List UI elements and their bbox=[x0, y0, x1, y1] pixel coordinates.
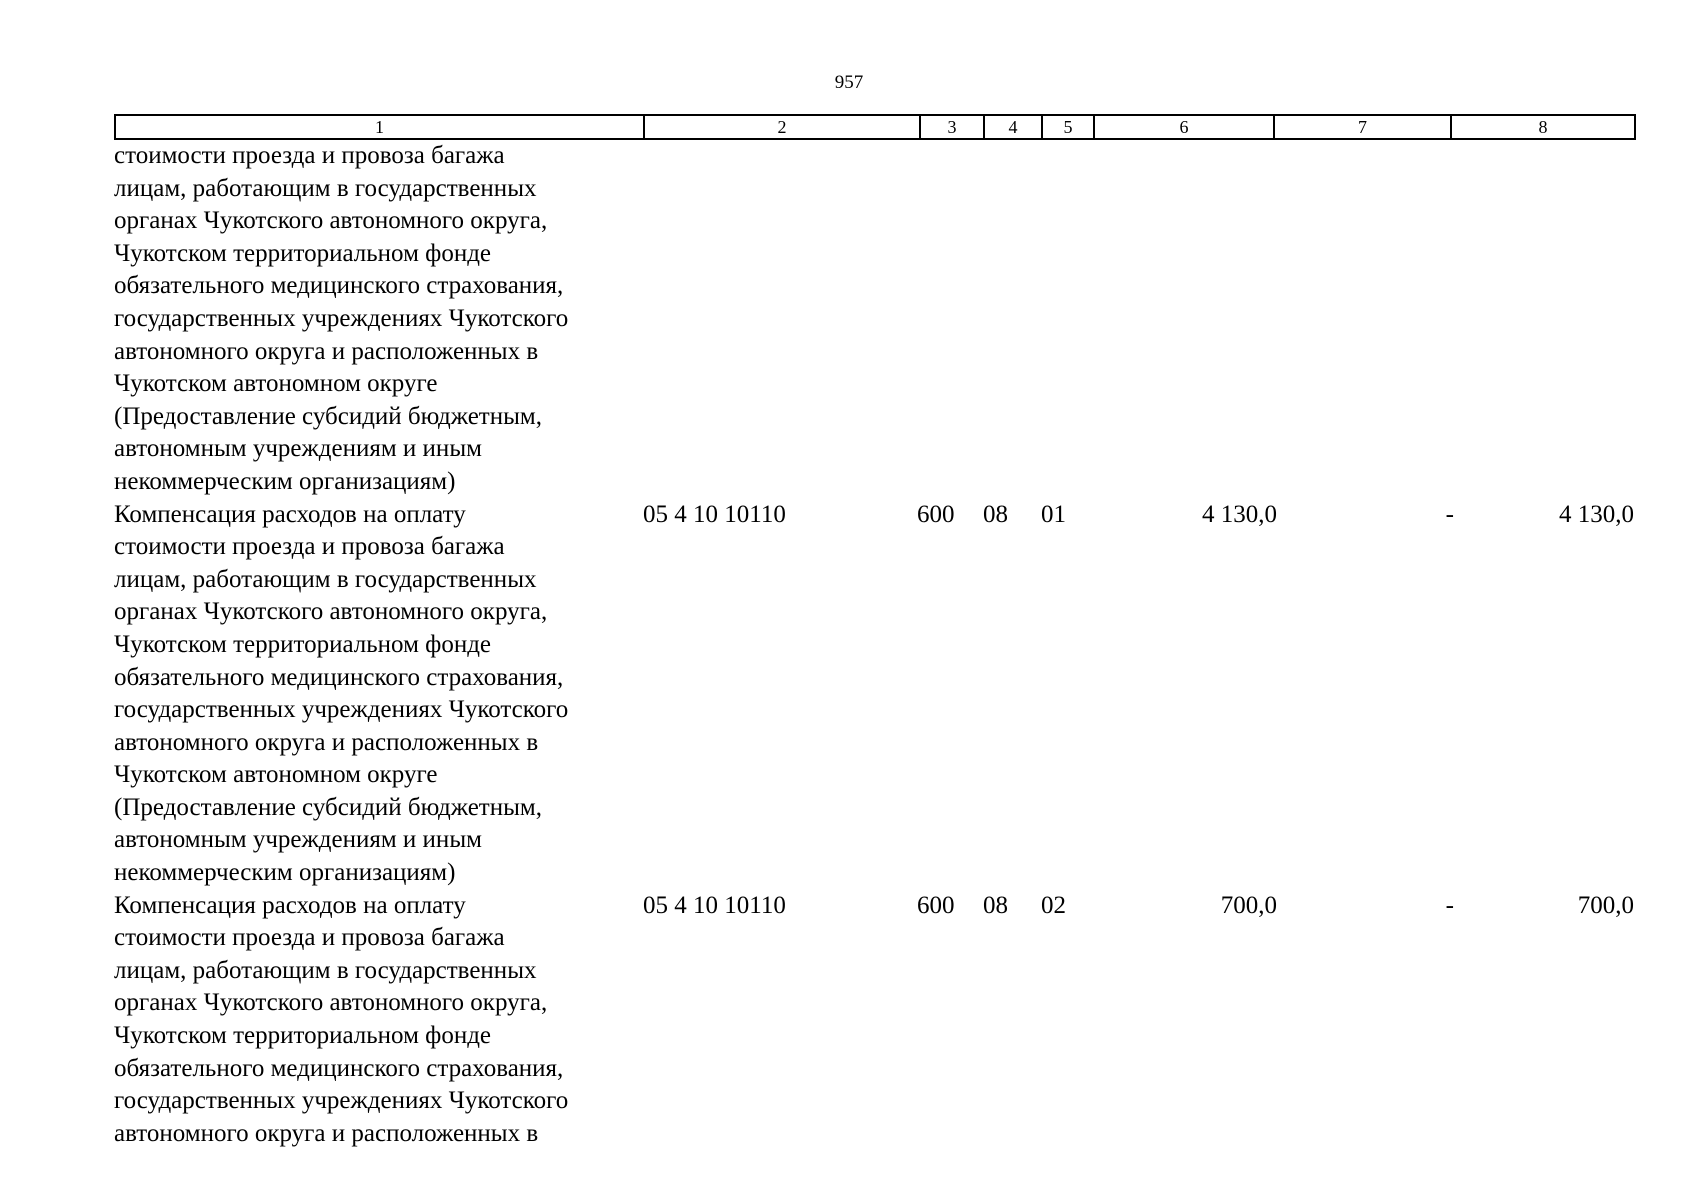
description-line: органах Чукотского автономного округа, bbox=[114, 207, 548, 235]
page-number: 957 bbox=[834, 72, 864, 93]
header-col-5: 5 bbox=[1042, 115, 1094, 139]
description-line: Компенсация расходов на оплату bbox=[114, 891, 466, 919]
header-col-2: 2 bbox=[644, 115, 920, 139]
description-line: автономного округа и расположенных в bbox=[114, 728, 539, 756]
description-line: Компенсация расходов на оплату bbox=[114, 500, 466, 528]
row-description bbox=[114, 890, 639, 1151]
table-row bbox=[114, 499, 1634, 890]
description-line: лицам, работающим в государственных bbox=[114, 565, 537, 593]
description-line: некоммерческим организациям) bbox=[114, 859, 456, 887]
description-line: лицам, работающим в государственных bbox=[114, 956, 537, 984]
header-col-8: 8 bbox=[1451, 115, 1635, 139]
amount-total: 700,0 bbox=[1220, 891, 1277, 919]
target-article-code: 05 4 10 10110 bbox=[643, 891, 786, 919]
description-line: Чукотском автономном округе bbox=[114, 761, 438, 789]
description-line: обязательного медицинского страхования, bbox=[114, 272, 564, 300]
amount-regional: 4 130,0 bbox=[1559, 500, 1634, 528]
row-description bbox=[114, 140, 639, 499]
column-number-header bbox=[114, 114, 1636, 140]
expense-type-code: 600 bbox=[917, 500, 955, 528]
table-row bbox=[114, 890, 1634, 1151]
header-col-3: 3 bbox=[920, 115, 984, 139]
amount-total: 4 130,0 bbox=[1202, 500, 1277, 528]
header-col-4: 4 bbox=[984, 115, 1042, 139]
description-line: обязательного медицинского страхования, bbox=[114, 1054, 564, 1082]
description-line: Чукотском территориальном фонде bbox=[114, 630, 492, 658]
section-code: 08 bbox=[983, 891, 1008, 919]
description-line: лицам, работающим в государственных bbox=[114, 174, 537, 202]
amount-federal: - bbox=[1445, 891, 1454, 919]
target-article-code: 05 4 10 10110 bbox=[643, 500, 786, 528]
description-line: автономного округа и расположенных в bbox=[114, 337, 539, 365]
description-line: государственных учреждениях Чукотского bbox=[114, 696, 569, 724]
section-code: 08 bbox=[983, 500, 1008, 528]
description-line: государственных учреждениях Чукотского bbox=[114, 304, 569, 332]
amount-regional: 700,0 bbox=[1577, 891, 1634, 919]
description-line: стоимости проезда и провоза багажа bbox=[114, 142, 505, 169]
subsection-code: 01 bbox=[1041, 500, 1066, 528]
description-line: Чукотском территориальном фонде bbox=[114, 239, 492, 267]
header-col-1: 1 bbox=[115, 115, 644, 139]
subsection-code: 02 bbox=[1041, 891, 1066, 919]
header-col-7: 7 bbox=[1274, 115, 1451, 139]
table-body bbox=[114, 140, 1634, 1150]
row-description bbox=[114, 499, 639, 890]
description-line: органах Чукотского автономного округа, bbox=[114, 598, 548, 626]
header-col-6: 6 bbox=[1094, 115, 1274, 139]
description-line: автономным учреждениям и иным bbox=[114, 826, 482, 854]
amount-federal: - bbox=[1445, 500, 1454, 528]
description-line: (Предоставление субсидий бюджетным, bbox=[114, 402, 542, 430]
description-line: некоммерческим организациям) bbox=[114, 467, 456, 495]
table-row bbox=[114, 140, 1634, 499]
description-line: (Предоставление субсидий бюджетным, bbox=[114, 793, 542, 821]
description-line: Чукотском территориальном фонде bbox=[114, 1022, 492, 1050]
description-line: обязательного медицинского страхования, bbox=[114, 663, 564, 691]
description-line: стоимости проезда и провоза багажа bbox=[114, 533, 505, 561]
description-line: автономным учреждениям и иным bbox=[114, 435, 482, 463]
description-line: Чукотском автономном округе bbox=[114, 370, 438, 398]
expense-type-code: 600 bbox=[917, 891, 955, 919]
description-line: государственных учреждениях Чукотского bbox=[114, 1087, 569, 1115]
description-line: стоимости проезда и провоза багажа bbox=[114, 924, 505, 952]
description-line: автономного округа и расположенных в bbox=[114, 1119, 539, 1147]
description-line: органах Чукотского автономного округа, bbox=[114, 989, 548, 1017]
